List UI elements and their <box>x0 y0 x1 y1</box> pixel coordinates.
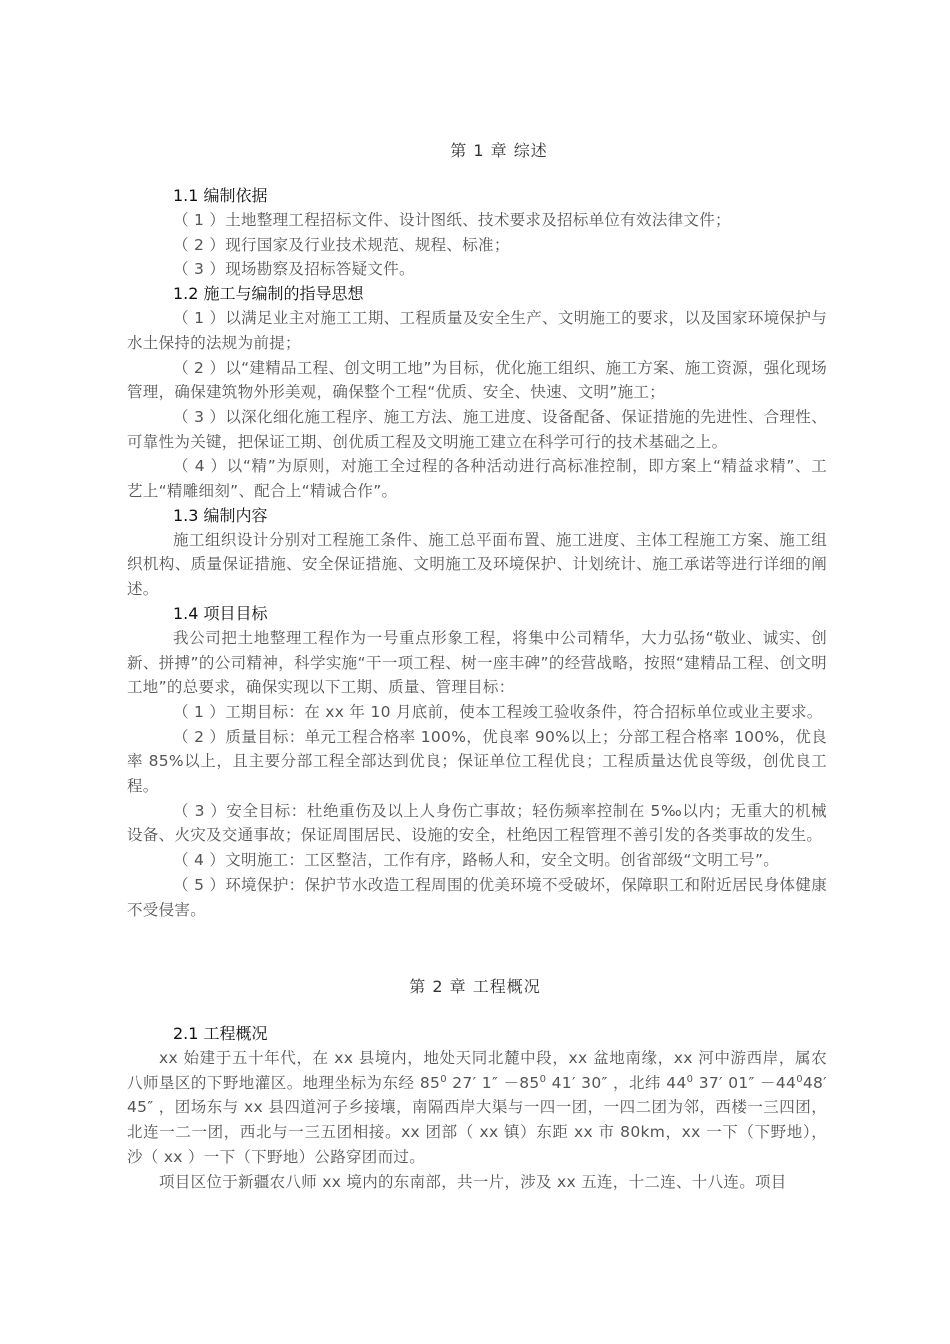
paragraph: xx 始建于五十年代，在 xx 县境内，地处天同北麓中段，xx 盆地南缘，xx 河中游西岸，属农八师垦区的下野地灌区。地理坐标为东经 $85^0$ 27′ $1'' -85^0$ 41′ 30″ ，北纬 $44^0$ 37′ $01'' -44^048'$ 45″ ，团场东与 xx 县四道河子乡接壤，南隔西岸大渠与一四一团，一四二团为邻，西楼一三四团，北连一二一团，西北与一三五团相接。xx 团部（ xx 镇）东距 xx 市 80km，xx 一下（下野地），沙（ xx ）一下（下野地）公路穿团而过。 <box>127 1049 828 1166</box>
section-1-4-heading: 1.4 项目目标 <box>173 603 268 623</box>
paragraph: （ 2 ）质量目标：单元工程合格率 100%，优良率 90%以上；分部工程合格率 100%，优良率 85%以上，且主要分部工程全部达到优良；保证单位工程优良；工程质量达优良等级，创优良工程。 <box>127 727 827 796</box>
chapter-2-body <box>127 1022 827 1194</box>
paragraph: 我公司把土地整理工程作为一号重点形象工程，将集中公司精华，大力弘扬“敬业、诚实、创新、拼搏”的公司精神，科学实施“干一项工程、树一座丰碑”的经营战略，按照“建精品工程、创文明工地”的总要求，确保实现以下工期、质量、管理目标： <box>127 628 827 697</box>
section-1-3-heading: 1.3 编制内容 <box>173 505 268 525</box>
section-1-1-heading: 1.1 编制依据 <box>173 186 268 205</box>
section-1-2-heading: 1.2 施工与编制的指导思想 <box>173 284 364 304</box>
paragraph: （ 4 ）以“精”为原则，对施工全过程的各种活动进行高标准控制，即方案上“精益求精”、工艺上“精雕细刻”、配合上“精诚合作”。 <box>127 457 827 501</box>
paragraph: （ 3 ）以深化细化施工程序、施工方法、施工进度、设备配备、保证措施的先进性、合理性、可靠性为关键，把保证工期、创优质工程及文明施工建立在科学可行的技术基础之上。 <box>127 407 827 451</box>
chapter-2-title: 第 2 章 工程概况 <box>409 977 541 996</box>
chapter-1-title: 第 1 章 综述 <box>450 141 548 160</box>
section-2-1-heading: 2.1 工程概况 <box>173 1024 268 1043</box>
paragraph: （ 1 ）以满足业主对施工工期、工程质量及安全生产、文明施工的要求，以及国家环境保护与水土保持的法规为前提； <box>127 309 827 352</box>
paragraph: （ 4 ）文明施工：工区整洁，工作有序，路畅人和，安全文明。创省部级“文明工号”。 <box>173 851 780 870</box>
paragraph: （ 3 ）现场勘察及招标答疑文件。 <box>173 260 415 279</box>
paragraph: 施工组织设计分别对工程施工条件、施工总平面布置、施工进度、主体工程施工方案、施工组织机构、质量保证措施、安全保证措施、文明施工及环境保护、计划统计、施工承诺等进行详细的阐述。 <box>127 530 827 599</box>
chapter-1-body <box>127 184 827 922</box>
paragraph: （ 2 ）以“建精品工程、创文明工地”为目标，优化施工组织、施工方案、施工资源，强化现场管理，确保建筑物外形美观，确保整个工程“优质、安全、快速、文明”施工； <box>127 358 827 402</box>
paragraph: （ 3 ）安全目标：杜绝重伤及以上人身伤亡事故；轻伤频率控制在 5‰以内；无重大的机械设备、火灾及交通事故；保证周围居民、设施的安全，杜绝因工程管理不善引发的各类事故的发生。 <box>127 801 827 845</box>
paragraph: （ 2 ）现行国家及行业技术规范、规程、标准； <box>173 235 510 254</box>
paragraph: （ 1 ）工期目标：在 xx 年 10 月底前，使本工程竣工验收条件，符合招标单位或业主要求。 <box>173 702 823 721</box>
paragraph: （ 5 ）环境保护：保护节水改造工程周围的优美环境不受破坏，保障职工和附近居民身体健康不受侵害。 <box>127 875 827 919</box>
paragraph: （ 1 ）土地整理工程招标文件、设计图纸、技术要求及招标单位有效法律文件； <box>173 211 731 229</box>
paragraph: 项目区位于新疆农八师 xx 境内的东南部，共一片，涉及 xx 五连，十二连、十八连。项目 <box>159 1172 787 1191</box>
